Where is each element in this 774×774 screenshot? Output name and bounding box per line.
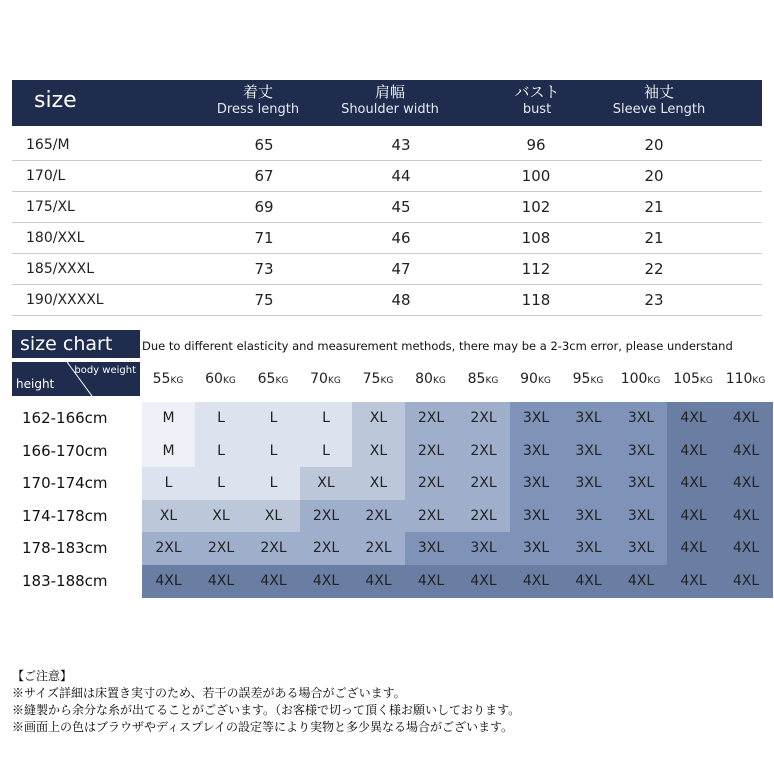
size-cell: XL bbox=[352, 467, 405, 500]
weight-unit: KG bbox=[485, 376, 499, 386]
size-table-row bbox=[12, 161, 762, 192]
weight-number: 75 bbox=[362, 371, 381, 387]
weight-label bbox=[720, 371, 772, 387]
weight-label bbox=[615, 371, 667, 387]
size-cell: XL bbox=[142, 500, 195, 533]
note-line: ※縫製から余分な糸が出てることがございます。（お客様で切って頂く様お願いしております。 bbox=[12, 703, 521, 717]
size-cell: 2XL bbox=[457, 435, 510, 468]
size-cell: 3XL bbox=[510, 402, 563, 435]
bust-value: 118 bbox=[521, 291, 551, 309]
size-cell: 3XL bbox=[405, 532, 458, 565]
size-cell: XL bbox=[195, 500, 248, 533]
weight-number: 55 bbox=[152, 371, 171, 387]
weight-unit: KG bbox=[699, 376, 713, 386]
size-cell: 2XL bbox=[405, 402, 458, 435]
shoulder-value: 44 bbox=[391, 167, 411, 185]
height-label: 174-178cm bbox=[22, 506, 108, 525]
dress-value: 75 bbox=[254, 291, 274, 309]
size-cell: 3XL bbox=[562, 532, 615, 565]
size-cell: L bbox=[300, 402, 353, 435]
size-label: 180/XXL bbox=[26, 230, 85, 246]
weight-unit: KG bbox=[275, 376, 289, 386]
chart-corner-cell bbox=[12, 362, 140, 396]
weight-number: 100 bbox=[620, 371, 648, 387]
size-cell: 3XL bbox=[615, 500, 668, 533]
weight-number: 90 bbox=[520, 371, 538, 387]
size-cell: L bbox=[247, 402, 300, 435]
weight-number: 65 bbox=[257, 371, 276, 387]
weight-label bbox=[247, 371, 299, 387]
shoulder-value: 46 bbox=[391, 229, 411, 247]
size-cell: 3XL bbox=[457, 532, 510, 565]
size-cell: 2XL bbox=[195, 532, 248, 565]
size-cell: 2XL bbox=[352, 500, 405, 533]
size-table-row bbox=[12, 130, 762, 161]
corner-weight-label: body weight bbox=[74, 365, 136, 376]
weight-unit: KG bbox=[752, 376, 766, 386]
weight-unit: KG bbox=[327, 376, 341, 386]
size-cell: 4XL bbox=[352, 565, 405, 598]
notes-heading: 【ご注意】 bbox=[12, 669, 73, 683]
size-cell: 2XL bbox=[457, 402, 510, 435]
weight-unit: KG bbox=[432, 376, 446, 386]
sleeve-value: 21 bbox=[644, 198, 664, 216]
size-cell: 4XL bbox=[195, 565, 248, 598]
size-cell: 4XL bbox=[667, 532, 720, 565]
height-label: 162-166cm bbox=[22, 409, 108, 427]
shoulder-value: 43 bbox=[391, 136, 411, 154]
weight-unit: KG bbox=[537, 376, 551, 386]
size-cell: M bbox=[142, 435, 195, 468]
weight-number: 95 bbox=[572, 371, 591, 387]
size-chart-title: size chart bbox=[12, 330, 140, 358]
size-cell: 3XL bbox=[615, 532, 668, 565]
size-cell: 4XL bbox=[405, 565, 458, 598]
size-cell: 4XL bbox=[457, 565, 510, 598]
size-label: 170/L bbox=[26, 168, 66, 184]
size-label: 185/XXXL bbox=[26, 261, 95, 277]
size-cell: L bbox=[195, 467, 248, 500]
dress-value: 67 bbox=[254, 167, 274, 185]
weight-unit: KG bbox=[170, 376, 184, 386]
size-table-title: size bbox=[34, 88, 77, 113]
size-cell: XL bbox=[352, 435, 405, 468]
height-label: 178-183cm bbox=[22, 539, 108, 557]
note-line: ※サイズ詳細は床置き実寸のため、若干の誤差がある場合がございます。 bbox=[12, 686, 406, 700]
weight-number: 70 bbox=[310, 371, 328, 387]
weight-number: 80 bbox=[415, 371, 433, 387]
size-cell: 2XL bbox=[405, 500, 458, 533]
size-cell: L bbox=[247, 467, 300, 500]
bust-value: 108 bbox=[521, 229, 551, 247]
size-cell: 2XL bbox=[405, 467, 458, 500]
size-cell: 4XL bbox=[720, 565, 773, 598]
col-shoulder-width: 肩幅 Shoulder width bbox=[341, 83, 439, 117]
weight-unit: KG bbox=[590, 376, 604, 386]
size-cell: 3XL bbox=[615, 435, 668, 468]
size-cell: 2XL bbox=[300, 500, 353, 533]
size-label: 165/M bbox=[26, 137, 70, 153]
shoulder-value: 45 bbox=[391, 198, 411, 216]
size-cell: 4XL bbox=[667, 402, 720, 435]
size-cell: 4XL bbox=[720, 467, 773, 500]
size-cell: 3XL bbox=[562, 402, 615, 435]
size-cell: XL bbox=[352, 402, 405, 435]
size-table-row bbox=[12, 223, 762, 254]
size-cell: 4XL bbox=[247, 565, 300, 598]
weight-label bbox=[510, 371, 562, 387]
size-cell: XL bbox=[300, 467, 353, 500]
size-chart-note: Due to different elasticity and measurement methods, there may be a 2-3cm error, please understand bbox=[142, 339, 733, 353]
size-label: 175/XL bbox=[26, 199, 75, 215]
weight-label bbox=[562, 371, 614, 387]
size-cell: 4XL bbox=[615, 565, 668, 598]
size-cell: 4XL bbox=[667, 435, 720, 468]
size-cell: 4XL bbox=[667, 565, 720, 598]
weight-number: 105 bbox=[673, 371, 700, 387]
weight-unit: KG bbox=[647, 376, 661, 386]
bust-value: 96 bbox=[526, 136, 546, 154]
weight-label bbox=[457, 371, 509, 387]
size-cell: 4XL bbox=[562, 565, 615, 598]
size-cell: L bbox=[247, 435, 300, 468]
sleeve-value: 21 bbox=[644, 229, 664, 247]
size-cell: 3XL bbox=[615, 467, 668, 500]
sleeve-value: 23 bbox=[644, 291, 664, 309]
size-cell: 2XL bbox=[247, 532, 300, 565]
col-dress-length: 着丈 Dress length bbox=[216, 83, 300, 117]
size-cell: 2XL bbox=[352, 532, 405, 565]
size-cell: 4XL bbox=[300, 565, 353, 598]
weight-label bbox=[142, 371, 194, 387]
weight-number: 110 bbox=[725, 371, 753, 387]
sleeve-value: 20 bbox=[644, 167, 664, 185]
size-cell: 2XL bbox=[142, 532, 195, 565]
weight-number: 60 bbox=[205, 371, 223, 387]
size-cell: 4XL bbox=[720, 402, 773, 435]
shoulder-value: 47 bbox=[391, 260, 411, 278]
weight-label bbox=[667, 371, 719, 387]
bust-value: 112 bbox=[521, 260, 551, 278]
size-table-header bbox=[12, 80, 762, 126]
weight-number: 85 bbox=[467, 371, 486, 387]
size-cell: 3XL bbox=[510, 435, 563, 468]
size-cell: L bbox=[195, 402, 248, 435]
size-cell: L bbox=[195, 435, 248, 468]
size-cell: 2XL bbox=[457, 500, 510, 533]
size-cell: 4XL bbox=[510, 565, 563, 598]
size-cell: 2XL bbox=[405, 435, 458, 468]
size-cell: 3XL bbox=[615, 402, 668, 435]
size-cell: 4XL bbox=[720, 532, 773, 565]
size-cell: 3XL bbox=[562, 500, 615, 533]
weight-label bbox=[352, 371, 404, 387]
size-cell: 3XL bbox=[510, 532, 563, 565]
size-label: 190/XXXXL bbox=[26, 292, 104, 308]
bust-value: 100 bbox=[521, 167, 551, 185]
size-cell: 2XL bbox=[300, 532, 353, 565]
size-cell: 4XL bbox=[720, 435, 773, 468]
height-label: 170-174cm bbox=[22, 474, 108, 492]
col-bust: バスト bust bbox=[514, 83, 560, 117]
size-cell: M bbox=[142, 402, 195, 435]
size-cell: 4XL bbox=[667, 500, 720, 533]
weight-unit: KG bbox=[222, 376, 236, 386]
size-cell: 4XL bbox=[667, 467, 720, 500]
col-sleeve-length: 袖丈 Sleeve Length bbox=[612, 83, 706, 117]
size-cell: 4XL bbox=[720, 500, 773, 533]
bust-value: 102 bbox=[521, 198, 551, 216]
sleeve-value: 20 bbox=[644, 136, 664, 154]
dress-value: 69 bbox=[254, 198, 274, 216]
size-cell: 2XL bbox=[457, 467, 510, 500]
size-cell: 3XL bbox=[510, 500, 563, 533]
dress-value: 65 bbox=[254, 136, 274, 154]
size-cell: L bbox=[142, 467, 195, 500]
size-table-row bbox=[12, 285, 762, 316]
weight-label bbox=[300, 371, 352, 387]
size-cell: L bbox=[300, 435, 353, 468]
height-label: 166-170cm bbox=[22, 441, 108, 460]
weight-label bbox=[195, 371, 247, 387]
sleeve-value: 22 bbox=[644, 260, 664, 278]
shoulder-value: 48 bbox=[391, 291, 411, 309]
note-line: ※画面上の色はブラウザやディスプレイの設定等により実物と多少異なる場合がございます。 bbox=[12, 720, 514, 734]
corner-height-label: height bbox=[16, 377, 55, 391]
size-cell: 4XL bbox=[142, 565, 195, 598]
size-table-row bbox=[12, 254, 762, 285]
weight-label bbox=[405, 371, 457, 387]
height-label: 183-188cm bbox=[22, 571, 108, 590]
size-cell: 3XL bbox=[510, 467, 563, 500]
weight-unit: KG bbox=[380, 376, 394, 386]
size-cell: 3XL bbox=[562, 435, 615, 468]
size-cell: XL bbox=[247, 500, 300, 533]
size-cell: 3XL bbox=[562, 467, 615, 500]
dress-value: 71 bbox=[254, 229, 274, 247]
notes-section bbox=[12, 668, 772, 736]
size-table-row bbox=[12, 192, 762, 223]
dress-value: 73 bbox=[254, 260, 274, 278]
